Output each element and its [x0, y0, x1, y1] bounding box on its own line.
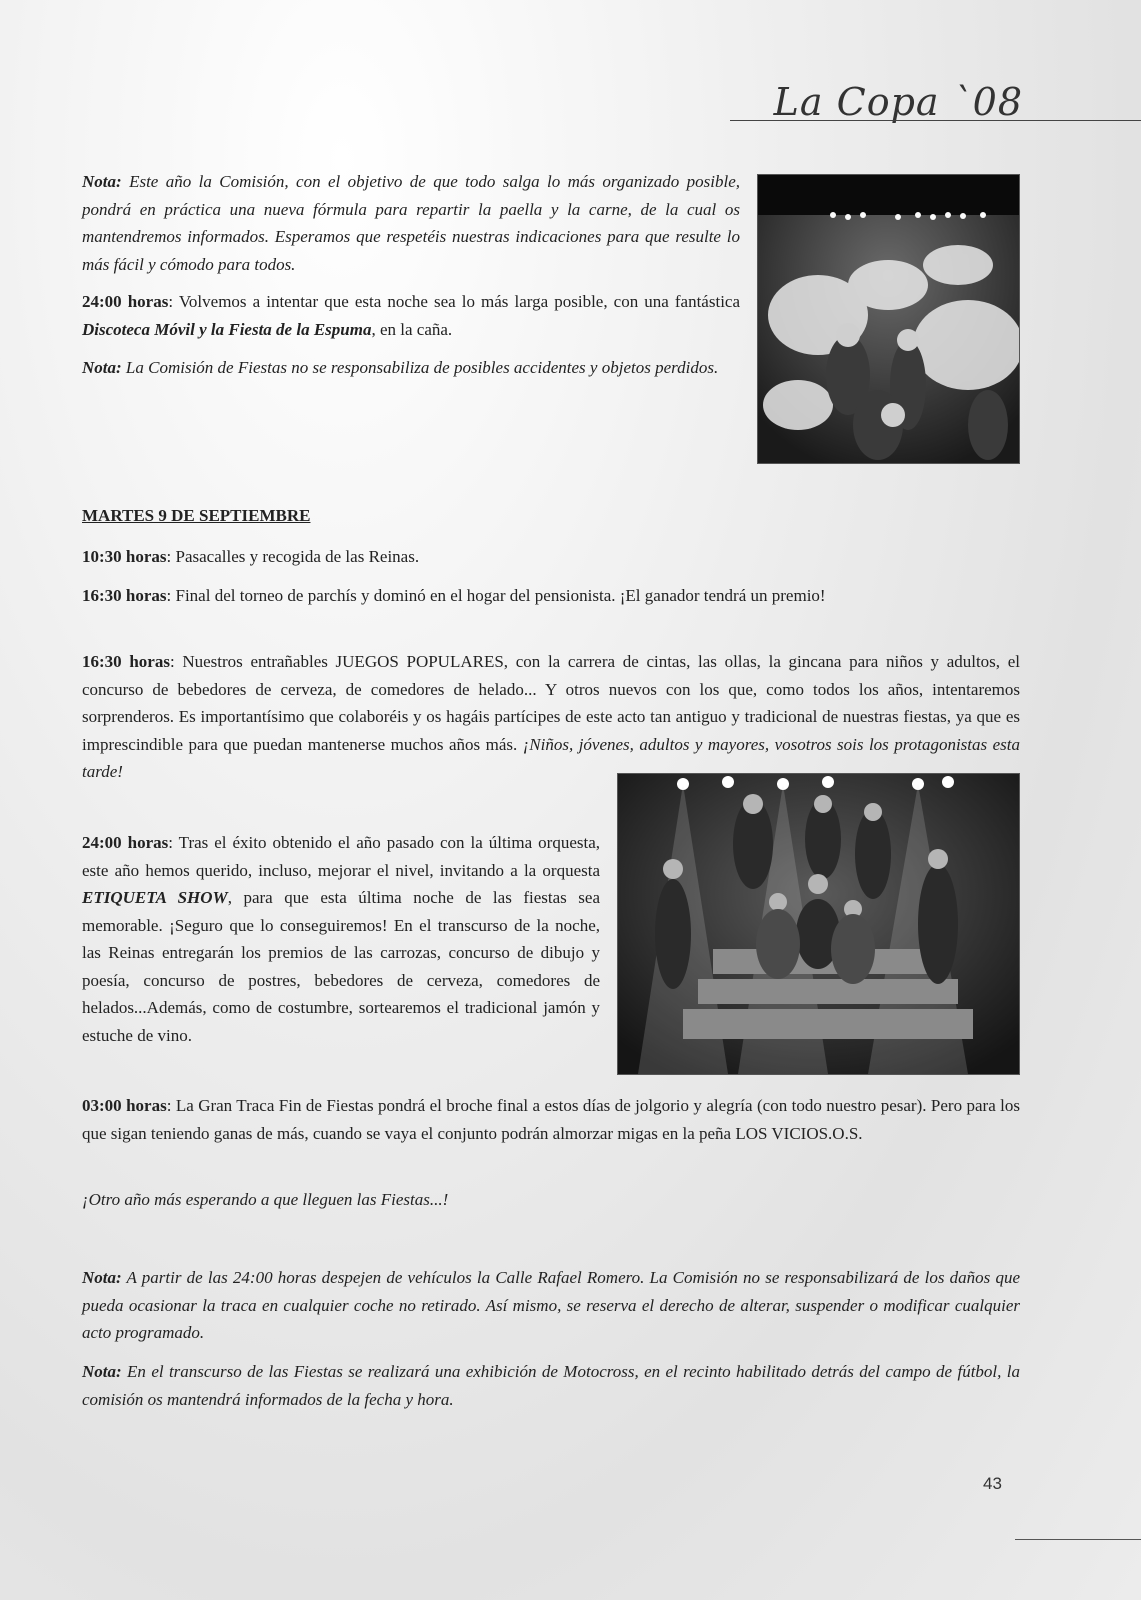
day-heading: MARTES 9 DE SEPTIEMBRE	[82, 506, 311, 525]
event-time: 24:00 horas	[82, 292, 169, 311]
intro-note-paella	[82, 168, 740, 278]
event-pasacalles	[82, 543, 1020, 571]
closing-line	[82, 1186, 1020, 1214]
event-time: 03:00 horas	[82, 1096, 167, 1115]
event-text-end: , en la caña.	[371, 319, 453, 339]
band-photo	[617, 773, 1020, 1075]
note-text: En el transcurso de las Fiestas se realizará una exhibición de Motocross, en el recinto habilitado detrás del campo de fútbol, la comisión os mantendrá informados de la fecha y hora.	[82, 1362, 1020, 1409]
footer-rule	[1015, 1539, 1141, 1540]
event-traca	[82, 1092, 1020, 1147]
note-text: A partir de las 24:00 horas despejen de vehículos la Calle Rafael Romero. La Comisión no se responsabilizará de los daños que pueda ocasionar la traca en cualquier coche no retirado. Así mismo, se reserva el derecho de alterar, suspender o modificar cualquier acto programado.	[82, 1268, 1020, 1342]
closing-text: ¡Otro año más esperando a que lleguen las Fiestas...!	[82, 1190, 449, 1209]
note-label: Nota:	[82, 1268, 122, 1287]
event-highlight: Discoteca Móvil y la Fiesta de la Espuma	[82, 319, 372, 339]
event-time: 16:30 horas	[82, 586, 167, 605]
note-label: Nota:	[82, 172, 122, 191]
event-discoteca	[82, 288, 740, 343]
page-number: 43	[983, 1474, 1002, 1493]
note-text: Este año la Comisión, con el objetivo de que todo salga lo más organizado posible, pondrá en práctica una nueva fórmula para repartir la paella y la carne, de la cual os mantendremos informados. Esperamos que respetéis nuestras indicaciones para que resulte lo más fácil y cómodo para todos.	[82, 172, 740, 274]
event-parchis	[82, 582, 1020, 610]
note-text: La Comisión de Fiestas no se responsabiliza de posibles accidentes y objetos perdidos.	[121, 358, 719, 377]
intro-note-accidents	[82, 354, 740, 382]
event-text: : Final del torneo de parchís y dominó en el hogar del pensionista. ¡El ganador tendrá un premio!	[166, 586, 826, 605]
event-juegos	[82, 648, 1020, 786]
event-orquesta	[82, 829, 600, 1049]
event-text: : Nuestros entrañables JUEGOS POPULARES, con la carrera de cintas, las ollas, la gincana para niños y adultos, el concurso de bebedores de cerveza, de comedores de helado... Y otros nuevos con los que, como todos los años, intentaremos sorprenderos. Es importantísimo que colaboréis y os hagáis partícipes de este acto tan antiguo y tradicional de nuestras fiestas, ya que es imprescindible para que puedan mantenerse muchos años más.	[82, 652, 1020, 754]
note-label: Nota:	[82, 1362, 122, 1381]
event-italic: ¡Niños, jóvenes, adultos y mayores, vosotros sois los protagonistas esta tarde!	[82, 734, 1020, 781]
note-traca	[82, 1264, 1020, 1347]
note-label: Nota:	[82, 358, 122, 377]
header-rule	[730, 120, 1141, 121]
event-time: 24:00 horas	[82, 833, 169, 852]
event-time: 10:30 horas	[82, 547, 167, 566]
magazine-title: La Copa `08	[773, 80, 1023, 124]
foam-party-photo	[757, 174, 1020, 464]
event-time: 16:30 horas	[82, 652, 170, 671]
event-text: : Pasacalles y recogida de las Reinas.	[166, 547, 420, 566]
event-text: : La Gran Traca Fin de Fiestas pondrá el broche final a estos días de jolgorio y alegría (con todo nuestro pesar). Pero para los que sigan teniendo ganas de más, cuando se vaya el conjunto podrán almorzar migas en la peña LOS VICIOS.O.S.	[82, 1096, 1021, 1143]
event-text-end: , para que esta última noche de las fiestas sea memorable. ¡Seguro que lo conseguiremos! En el transcurso de la noche, las Reinas entregarán los premios de las carrozas, concurso de dibujo y poesía, concurso de postres, bebedores de cerveza, comedores de helados...Además, como de costumbre, sortearemos el tradicional jamón y estuche de vino.	[82, 888, 600, 1045]
event-text: : Tras el éxito obtenido el año pasado con la última orquesta, este año hemos querido, incluso, mejorar el nivel, invitando a la orquesta	[82, 833, 600, 880]
note-motocross	[82, 1358, 1020, 1413]
event-text: : Volvemos a intentar que esta noche sea lo más larga posible, con una fantástica	[168, 292, 741, 311]
band-name: ETIQUETA SHOW	[82, 888, 228, 907]
